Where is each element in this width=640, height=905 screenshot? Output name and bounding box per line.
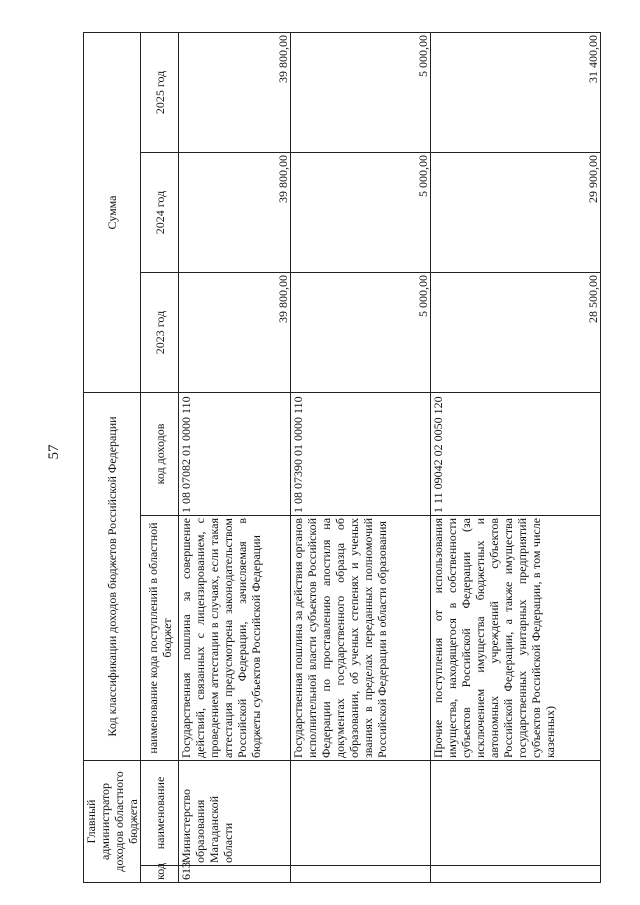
cell-2025: 39 800,00 — [179, 32, 291, 152]
cell-income-name: Государственная пошлина за действия органов исполнительной власти субъектов Российской Федерации по проставлению апостиля на документах государственного образца об образовании, об ученых степенях и ученых званиях в пределах переданных полномочий Российской Федерации в области образования — [291, 515, 431, 760]
cell-2024: 39 800,00 — [179, 152, 291, 272]
header-year-2023: 2023 год — [141, 272, 179, 392]
header-admin-name: наименование — [141, 760, 179, 865]
cell-2023: 5 000,00 — [291, 272, 431, 392]
header-code-group: Код классификации доходов бюджетов Российской Федерации — [84, 392, 141, 760]
cell-income-name: Государственная пошлина за совершение действий, связанных с лицензированием, с проведением аттестации в случаях, если такая аттестация предусмотрена законодательством Российской Федерации, зачисляемая в бюджеты субъектов Российской Федерации — [179, 515, 291, 760]
cell-admin-code — [431, 866, 601, 883]
header-income-code: код доходов — [141, 392, 179, 515]
cell-2024: 5 000,00 — [291, 152, 431, 272]
header-year-2025: 2025 год — [141, 32, 179, 152]
cell-admin-code: 613 — [179, 866, 291, 883]
header-row-1 — [84, 32, 141, 882]
cell-2025: 31 400,00 — [431, 32, 601, 152]
table-row — [179, 32, 291, 882]
header-income-name: наименование кода поступлений в областной бюджет — [141, 515, 179, 760]
cell-2025: 5 000,00 — [291, 32, 431, 152]
revenue-table — [83, 32, 601, 883]
cell-income-name: Прочие поступления от использования имущества, находящегося в собственности субъектов Российской Федерации (за исключением имущества бюджетных и автономных учреждений субъектов Российской Федерации, а также имущества государственных унитарных предприятий субъектов Российской Федерации, в том числе казенных) — [431, 515, 601, 760]
header-sum-group: Сумма — [84, 32, 141, 392]
cell-2023: 28 500,00 — [431, 272, 601, 392]
cell-income-code: 1 08 07082 01 0000 110 — [179, 392, 291, 515]
header-admin-group: Главный администратор доходов областного бюджета — [84, 760, 141, 882]
cell-admin-name — [431, 760, 601, 865]
header-row-2 — [141, 32, 179, 882]
cell-income-code: 1 11 09042 02 0050 120 — [431, 392, 601, 515]
page-number: 57 — [46, 444, 62, 460]
cell-admin-code — [291, 866, 431, 883]
table-row — [291, 32, 431, 882]
rotated-table-container — [83, 33, 600, 883]
cell-admin-name: Министерство образования Магаданской области — [179, 760, 291, 865]
table-row — [431, 32, 601, 882]
cell-2023: 39 800,00 — [179, 272, 291, 392]
cell-2024: 29 900,00 — [431, 152, 601, 272]
cell-income-code: 1 08 07390 01 0000 110 — [291, 392, 431, 515]
cell-admin-name — [291, 760, 431, 865]
header-year-2024: 2024 год — [141, 152, 179, 272]
header-admin-code: код — [141, 866, 179, 883]
